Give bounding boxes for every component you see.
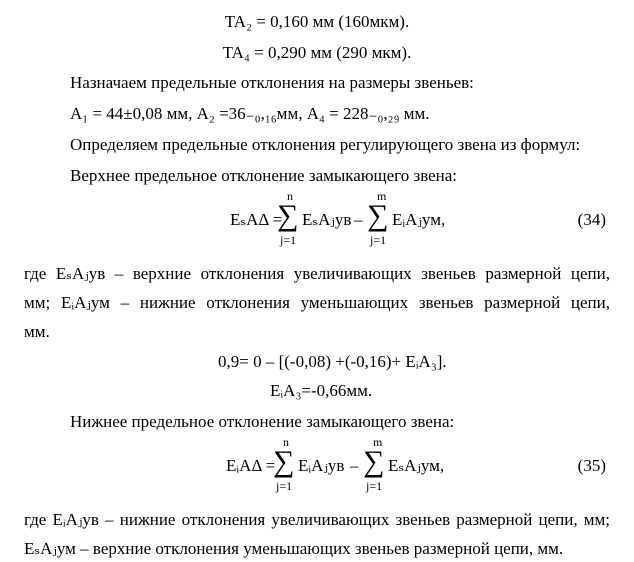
formula-34-lhs: EₛAΔ = bbox=[230, 210, 283, 229]
calc-line-2: EᵢA₃=-0,66мм. bbox=[270, 381, 373, 400]
sum-symbol-2: ∑ bbox=[367, 199, 389, 232]
formula-35-lower-2: j=1 bbox=[366, 479, 383, 493]
formula-34-lower-2: j=1 bbox=[370, 233, 387, 247]
assign-line: Назначаем предельные отклонения на размеры звеньев: bbox=[70, 73, 474, 92]
sum-symbol-3: ∑ bbox=[273, 445, 295, 478]
formula-35-minus: – bbox=[350, 456, 359, 475]
formula-34-upper-1: n bbox=[287, 189, 293, 203]
formula-34-minus: – bbox=[354, 210, 363, 229]
where1-line-a: где EₛAⱼув – верхние отклонения увеличивающих звеньев размерной цепи, bbox=[24, 264, 610, 283]
formula-35-number: (35) bbox=[577, 456, 606, 475]
calc-line-1: 0,9= 0 – [(-0,08) +(-0,16)+ EᵢA₃]. bbox=[218, 352, 447, 371]
formula-35-lhs: EᵢAΔ = bbox=[226, 456, 276, 475]
ta2-line: TA₂ = 0,160 мм (160мкм). bbox=[224, 12, 410, 31]
ta4-line: TA₄ = 0,290 мм (290 мкм). bbox=[222, 43, 412, 62]
dims-line: A₁ = 44±0,08 мм, A₂ =36₋₀,₁₆мм, A₄ = 228₋₀,₂₉ мм. bbox=[70, 104, 430, 123]
formula-34-term-1: EₛAⱼув bbox=[302, 210, 352, 229]
formula-34-term-2: EᵢAⱼум, bbox=[392, 210, 446, 229]
formula-34-number: (34) bbox=[577, 210, 606, 229]
where2-line-a: где EᵢAⱼув – нижние отклонения увеличивающих звеньев размерной цепи, мм; bbox=[24, 510, 610, 529]
formula-35-lower-1: j=1 bbox=[276, 479, 293, 493]
determine-line: Определяем предельные отклонения регулирующего звена из формул: bbox=[70, 135, 581, 154]
formula-35-upper-2: m bbox=[373, 435, 383, 449]
upper-title: Верхнее предельное отклонение замыкающего звена: bbox=[70, 166, 458, 185]
formula-34-lower-1: j=1 bbox=[280, 233, 297, 247]
lower-title: Нижнее предельное отклонение замыкающего звена: bbox=[70, 412, 455, 431]
sum-symbol-1: ∑ bbox=[277, 199, 299, 232]
formula-34-upper-2: m bbox=[377, 189, 387, 203]
sum-symbol-4: ∑ bbox=[363, 445, 385, 478]
formula-34 bbox=[0, 190, 634, 248]
formula-35-upper-1: n bbox=[283, 435, 289, 449]
where2-line-b: EₛAⱼум – верхние отклонения уменьшающих звеньев размерной цепи, мм. bbox=[24, 539, 564, 558]
where1-line-b: мм; EᵢAⱼум – нижние отклонения уменьшающих звеньев размерной цепи, bbox=[24, 293, 610, 312]
where1-line-c: мм. bbox=[24, 322, 50, 341]
formula-35 bbox=[0, 436, 634, 494]
formula-35-term-1: EᵢAⱼув bbox=[298, 456, 345, 475]
formula-35-term-2: EₛAⱼум, bbox=[388, 456, 445, 475]
